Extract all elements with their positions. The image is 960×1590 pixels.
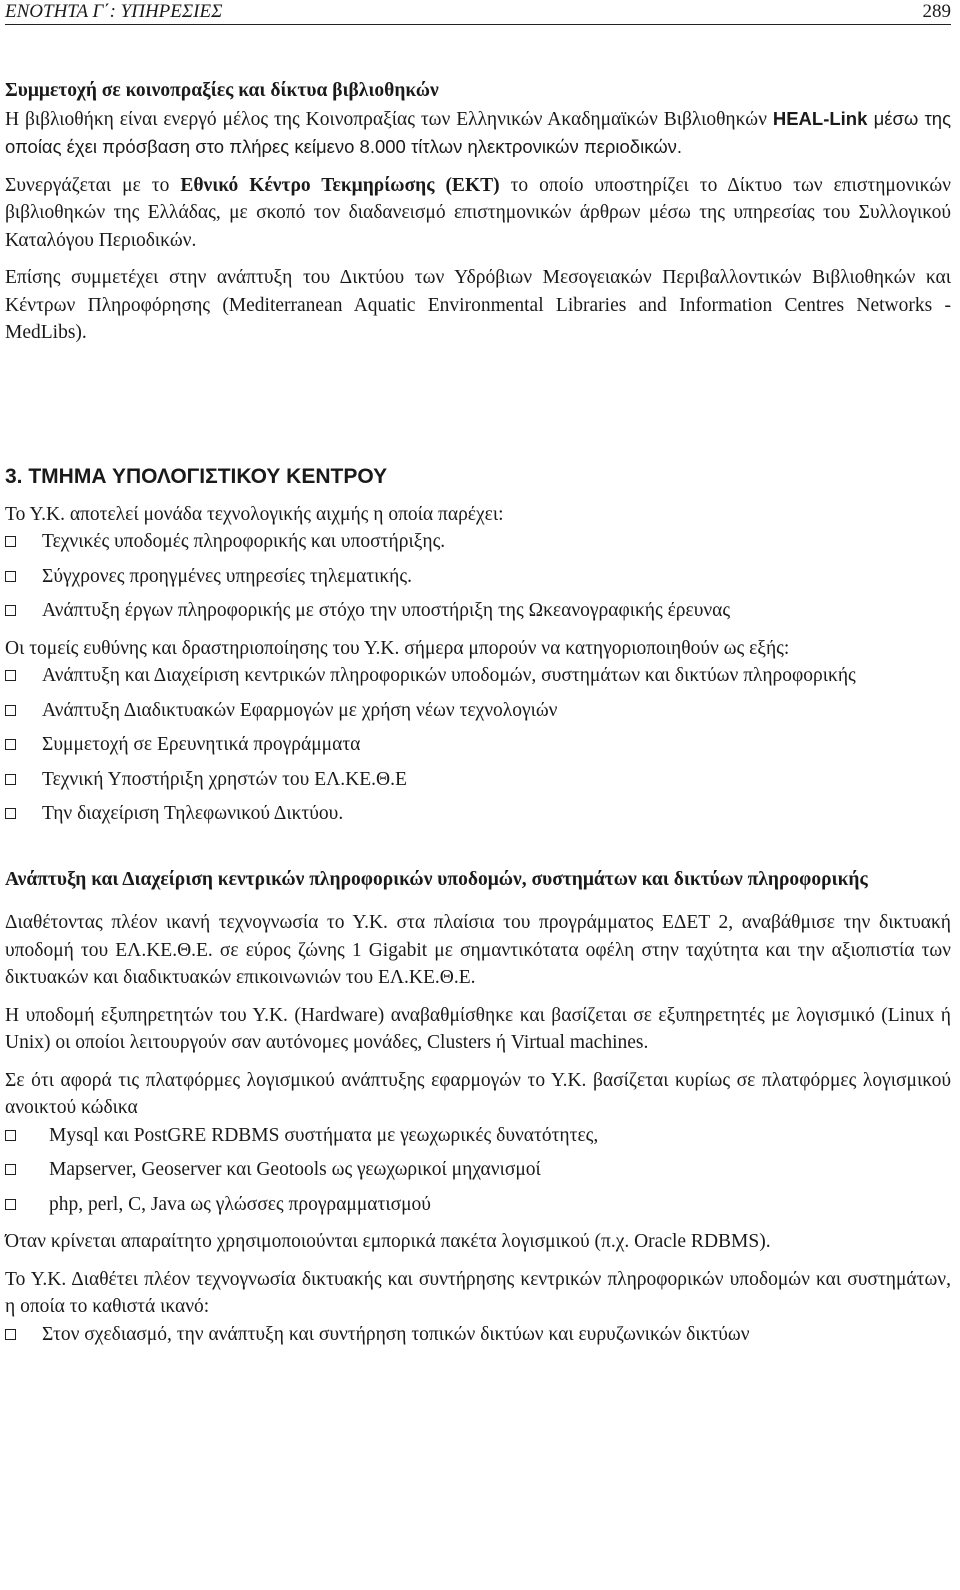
checkbox-bullet-icon <box>5 774 16 785</box>
checkbox-bullet-icon <box>5 705 16 716</box>
list-item: Τεχνικές υποδομές πληροφορικής και υποστήριξης. <box>5 528 951 556</box>
list-item: Σύγχρονες προηγμένες υπηρεσίες τηλεματικής. <box>5 563 951 591</box>
computing-center-intro: Το Υ.Κ. αποτελεί μονάδα τεχνολογικής αιχμής η οποία παρέχει: <box>5 503 504 525</box>
capabilities-list <box>5 1321 951 1349</box>
section-title-computing-center: 3. ΤΜΗΜΑ ΥΠΟΛΟΓΙΣΤΙΚΟΥ ΚΕΝΤΡΟΥ <box>5 464 388 488</box>
list-item: Mapserver, Geoserver και Geotools ως γεωχωρικοί μηχανισμοί <box>5 1156 951 1184</box>
checkbox-bullet-icon <box>5 571 16 582</box>
infrastructure-paragraph-network: Διαθέτοντας πλέον ικανή τεχνογνωσία το Υ.Κ. στα πλαίσια του προγράμματος ΕΔΕΤ 2, αναβάθμισε την δικτυακή υποδομή του ΕΛ.ΚΕ.Θ.Ε. σε εύρος ζώνης 1 Gigabit με σημαντικότατα οφέλη στην ταχύτητα και την αξιοπιστία των δικτυακών και διαδικτυακών επικοινωνιών του ΕΛ.ΚΕ.Θ.Ε. <box>5 912 951 988</box>
infrastructure-paragraph-platforms: Σε ότι αφορά τις πλατφόρμες λογισμικού ανάπτυξης εφαρμογών το Υ.Κ. βασίζεται κυρίως σε πλατφόρμες λογισμικού ανοικτού κώδικα <box>5 1069 951 1118</box>
infrastructure-paragraph-expertise: Το Υ.Κ. Διαθέτει πλέον τεχνογνωσία δικτυακής και συντήρησης κεντρικών πληροφορικών υποδομών και συστημάτων, η οποία το καθιστά ικανό: <box>5 1268 951 1317</box>
list-item: Συμμετοχή σε Ερευνητικά προγράμματα <box>5 731 951 759</box>
list-item: Τεχνική Υποστήριξη χρηστών του ΕΛ.ΚΕ.Θ.Ε <box>5 766 951 794</box>
consortia-paragraph-heal-link: Η βιβλιοθήκη είναι ενεργό μέλος της Κοινοπραξίας των Ελληνικών Ακαδημαϊκών Βιβλιοθηκών HEAL-Link μέσω της οποίας έχει πρόσβαση στο πλήρες κείμενο 8.000 τίτλων ηλεκτρονικών περιοδικών. <box>5 107 952 157</box>
list-item: Την διαχείριση Τηλεφωνικού Δικτύου. <box>5 800 951 828</box>
consortia-paragraph-ekt: Συνεργάζεται με το Εθνικό Κέντρο Τεκμηρίωσης (ΕΚΤ) το οποίο υποστηρίζει το Δίκτυο των επιστημονικών βιβλιοθηκών της Ελλάδας, με σκοπό τον διαδανεισμό επιστημονικών άρθρων μέσω της υπηρεσίας του Συλλογικού Καταλόγου Περιοδικών. <box>5 174 951 251</box>
chapter-title: ΕΝΟΤΗΤΑ Γ΄: ΥΠΗΡΕΣΙΕΣ <box>5 1 223 22</box>
checkbox-bullet-icon <box>5 1199 16 1210</box>
consortia-paragraph-medlibs: Επίσης συμμετέχει στην ανάπτυξη του Δικτύου των Υδρόβιων Μεσογειακών Περιβαλλοντικών Βιβλιοθηκών και Κέντρων Πληροφόρησης (Mediterranean Aquatic Environmental Libraries and Information Centres Networks - MedLibs). <box>5 267 951 343</box>
list-item: Mysql και PostGRE RDBMS συστήματα με γεωχωρικές δυνατότητες, <box>5 1122 951 1150</box>
platforms-list <box>5 1122 951 1219</box>
checkbox-bullet-icon <box>5 536 16 547</box>
page-number: 289 <box>922 1 951 22</box>
infrastructure-heading: Ανάπτυξη και Διαχείριση κεντρικών πληροφορικών υποδομών, συστημάτων και δικτύων πληροφορικής <box>5 868 868 890</box>
list-item: Ανάπτυξη Διαδικτυακών Εφαρμογών με χρήση νέων τεχνολογιών <box>5 697 951 725</box>
page-header <box>5 0 951 25</box>
document-page <box>5 0 951 1348</box>
sectors-intro: Οι τομείς ευθύνης και δραστηριοποίησης του Υ.Κ. σήμερα μπορούν να κατηγοριοποιηθούν ως εξής: <box>5 637 790 659</box>
provides-list <box>5 528 951 625</box>
list-item: php, perl, C, Java ως γλώσσες προγραμματισμού <box>5 1191 951 1219</box>
checkbox-bullet-icon <box>5 739 16 750</box>
checkbox-bullet-icon <box>5 1130 16 1141</box>
list-item: Ανάπτυξη και Διαχείριση κεντρικών πληροφορικών υποδομών, συστημάτων και δικτύων πληροφορικής <box>5 662 951 690</box>
heal-link-term: HEAL-Link <box>772 107 868 129</box>
consortia-heading: Συμμετοχή σε κοινοπραξίες και δίκτυα βιβλιοθηκών <box>5 80 439 101</box>
list-item: Ανάπτυξη έργων πληροφορικής με στόχο την υποστήριξη της Ωκεανογραφικής έρευνας <box>5 597 951 625</box>
infrastructure-paragraph-servers: Η υποδομή εξυπηρετητών του Υ.Κ. (Hardware) αναβαθμίσθηκε και βασίζεται σε εξυπηρετητές με λογισμικό (Linux ή Unix) οι οποίοι λειτουργούν σαν αυτόνομες μονάδες, Clusters ή Virtual machines. <box>5 1004 951 1053</box>
checkbox-bullet-icon <box>5 1329 16 1340</box>
checkbox-bullet-icon <box>5 1164 16 1175</box>
list-item: Στον σχεδιασμό, την ανάπτυξη και συντήρηση τοπικών δικτύων και ευρυζωνικών δικτύων <box>5 1321 951 1349</box>
sectors-list <box>5 662 951 828</box>
ekt-term: Εθνικό Κέντρο Τεκμηρίωσης (ΕΚΤ) <box>180 174 500 196</box>
checkbox-bullet-icon <box>5 808 16 819</box>
checkbox-bullet-icon <box>5 605 16 616</box>
infrastructure-paragraph-commercial: Όταν κρίνεται απαραίτητο χρησιμοποιούνται εμπορικά πακέτα λογισμικού (π.χ. Oracle RDBMS). <box>5 1231 771 1252</box>
checkbox-bullet-icon <box>5 670 16 681</box>
